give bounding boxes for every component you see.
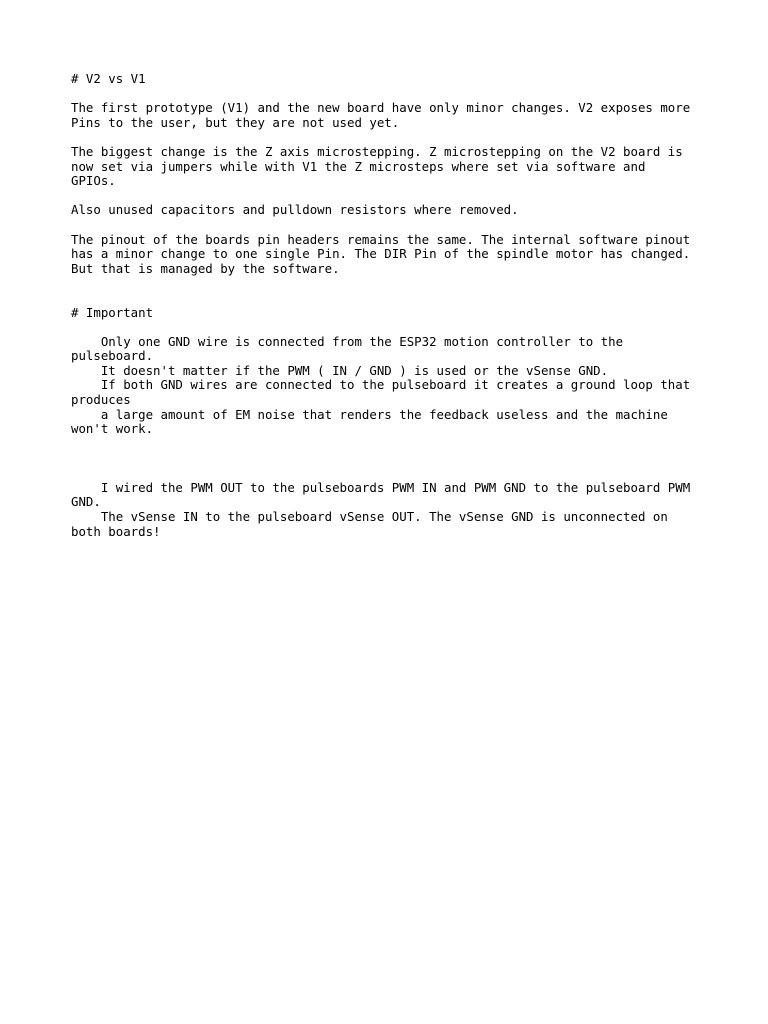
- spacer: [71, 87, 711, 102]
- paragraph-capacitors: [71, 203, 711, 218]
- text-line: a large amount of EM noise that renders the feedback useless and the machine: [71, 406, 668, 422]
- section-heading-v2-vs-v1: # V2 vs V1: [71, 71, 146, 86]
- text-line: Only one GND wire is connected from the ESP32 motion controller to the: [71, 333, 624, 349]
- text-line: GND.: [71, 494, 101, 510]
- text-line: produces: [71, 392, 131, 408]
- text-line: I wired the PWM OUT to the pulseboards PWM IN and PWM GND to the pulseboard PWM: [71, 479, 691, 495]
- spacer: [71, 276, 711, 305]
- text-line: now set via jumpers while with V1 the Z microsteps where set via software and: [71, 158, 646, 174]
- text-line: pulseboard.: [71, 348, 154, 364]
- document-page: [71, 72, 711, 539]
- text-line: Also unused capacitors and pulldown resistors where removed.: [71, 202, 519, 218]
- text-line: GPIOs.: [71, 173, 116, 189]
- text-line: The vSense IN to the pulseboard vSense OUT. The vSense GND is unconnected on: [71, 509, 668, 525]
- text-line: won't work.: [71, 421, 154, 437]
- spacer: [71, 189, 711, 204]
- spacer: [71, 130, 711, 145]
- paragraph-microstepping: [71, 145, 711, 189]
- text-line: has a minor change to one single Pin. The DIR Pin of the spindle motor has changed.: [71, 246, 691, 262]
- spacer: [71, 320, 711, 335]
- important-block-gnd: [71, 335, 711, 437]
- text-line: It doesn't matter if the PWM ( IN / GND ) is used or the vSense GND.: [71, 362, 609, 378]
- important-block-wiring: [71, 481, 711, 539]
- paragraph-pinout: [71, 233, 711, 277]
- spacer: [71, 218, 711, 233]
- text-line: If both GND wires are connected to the pulseboard it creates a ground loop that: [71, 377, 691, 393]
- section-heading-important: # Important: [71, 304, 154, 320]
- text-line: Pins to the user, but they are not used yet.: [71, 114, 400, 130]
- spacer: [71, 437, 711, 481]
- text-line: both boards!: [71, 523, 161, 539]
- text-line: The first prototype (V1) and the new board have only minor changes. V2 exposes more: [71, 100, 691, 116]
- text-line: The pinout of the boards pin headers remains the same. The internal software pinout: [71, 231, 691, 247]
- text-line: But that is managed by the software.: [71, 260, 340, 276]
- text-line: The biggest change is the Z axis microstepping. Z microstepping on the V2 board is: [71, 143, 683, 159]
- paragraph-prototype: [71, 101, 711, 130]
